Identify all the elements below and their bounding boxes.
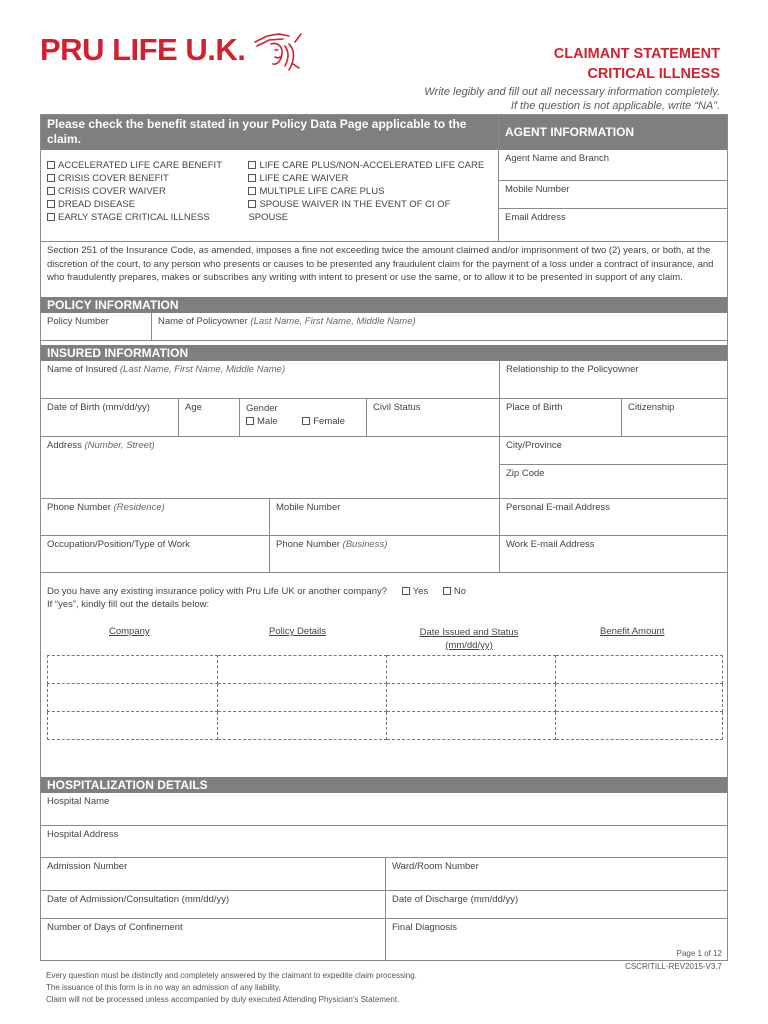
col-policy-details: Policy Details	[269, 626, 327, 637]
document-title	[554, 44, 720, 84]
agent-mobile-field[interactable]: Mobile Number	[499, 181, 727, 209]
checkbox[interactable]	[302, 417, 310, 425]
instruction-line-2: If the question is not applicable, write “NA”.	[510, 100, 720, 112]
phone-business-field[interactable]: Phone Number (Business)	[270, 536, 500, 573]
dob-field[interactable]: Date of Birth (mm/dd/yy)	[41, 399, 179, 437]
mobile-field[interactable]: Mobile Number	[270, 499, 500, 536]
gender-female-option[interactable]: Female	[302, 416, 345, 427]
work-email-field[interactable]: Work E-mail Address	[500, 536, 727, 573]
checkbox[interactable]	[248, 161, 256, 169]
zip-field[interactable]: Zip Code	[500, 465, 727, 499]
col-benefit-amount: Benefit Amount	[600, 626, 665, 637]
agent-heading: AGENT INFORMATION	[499, 115, 727, 150]
checkbox[interactable]	[47, 200, 55, 208]
britannia-logo-icon	[249, 28, 307, 72]
benefit-checklist	[41, 150, 498, 224]
ward-room-field[interactable]: Ward/Room Number	[386, 858, 727, 891]
personal-email-field[interactable]: Personal E-mail Address	[500, 499, 727, 536]
age-field[interactable]: Age	[179, 399, 240, 437]
agent-name-field[interactable]: Agent Name and Branch	[499, 150, 727, 181]
admission-date-field[interactable]: Date of Admission/Consultation (mm/dd/yy)	[41, 891, 386, 919]
policy-heading: POLICY INFORMATION	[41, 297, 727, 313]
checkbox[interactable]	[246, 417, 254, 425]
city-field[interactable]: City/Province	[500, 437, 727, 465]
checkbox[interactable]	[402, 587, 410, 595]
existing-insurance-section	[41, 573, 727, 777]
agent-information	[499, 115, 727, 241]
table-row	[48, 684, 723, 712]
confinement-days-field[interactable]: Number of Days of Confinement	[41, 919, 386, 960]
fraud-notice: Section 251 of the Insurance Code, as amended, imposes a fine not exceeding twice the amount claimed and/or imprisonment of two (2) years, or both, at the discretion of the court, to any person who presents or causes to be presented any fraudulent claim for the payment of a loss under a contract of insurance, and who fraudulently prepares, makes or subscribes any writing with intent to present or use the same, or to allow it to be presented in support of any claim.	[41, 241, 727, 297]
checkbox[interactable]	[47, 161, 55, 169]
checkbox[interactable]	[47, 174, 55, 182]
insured-name-field[interactable]: Name of Insured (Last Name, First Name, Middle Name)	[41, 361, 500, 399]
instruction-line-1: Write legibly and fill out all necessary information completely.	[424, 86, 720, 98]
existing-policy-table	[47, 655, 723, 740]
address-field[interactable]: Address (Number, Street)	[41, 437, 500, 499]
policy-number-field[interactable]: Policy Number	[41, 313, 152, 341]
benefit-option[interactable]: SPOUSE WAIVER IN THE EVENT OF CI OF SPOUSE	[248, 199, 451, 223]
benefit-option[interactable]: MULTIPLE LIFE CARE PLUS	[248, 185, 492, 198]
claim-form	[40, 114, 728, 961]
benefit-option[interactable]: LIFE CARE WAIVER	[248, 172, 492, 185]
table-row	[48, 656, 723, 684]
final-diagnosis-field[interactable]: Final Diagnosis	[392, 922, 457, 933]
table-row	[48, 712, 723, 740]
title-line-2: CRITICAL ILLNESS	[587, 66, 720, 82]
checkbox[interactable]	[443, 587, 451, 595]
hospital-name-field[interactable]: Hospital Name	[41, 793, 727, 826]
place-of-birth-field[interactable]: Place of Birth	[500, 399, 622, 437]
page-header	[40, 22, 728, 114]
gender-male-option[interactable]: Male	[246, 416, 278, 427]
brand-logo	[40, 28, 307, 72]
footer-note: Every question must be distinctly and completely answered by the claimant to expedite claim processing.	[46, 971, 417, 980]
agent-email-field[interactable]: Email Address	[505, 212, 566, 223]
benefit-option[interactable]: CRISIS COVER WAIVER	[47, 185, 248, 198]
civil-status-field[interactable]: Civil Status	[367, 399, 500, 437]
page-number: Page 1 of 12	[676, 949, 722, 958]
page-footer-info	[625, 947, 722, 973]
citizenship-field[interactable]: Citizenship	[622, 399, 727, 437]
form-code: CSCRITILL-REV2015-V3.7	[625, 962, 722, 971]
benefit-option[interactable]: ACCELERATED LIFE CARE BENEFIT	[47, 159, 248, 172]
col-date-issued: Date Issued and Status (mm/dd/yy)	[419, 627, 519, 651]
benefit-option[interactable]: DREAD DISEASE	[47, 198, 248, 211]
footer-note: Claim will not be processed unless accompanied by duly executed Attending Physician's Statement.	[46, 995, 400, 1004]
existing-followup: If “yes”, kindly fill out the details below:	[47, 599, 210, 610]
checkbox[interactable]	[47, 213, 55, 221]
hospital-address-field[interactable]: Hospital Address	[41, 826, 727, 858]
benefit-option[interactable]: LIFE CARE PLUS/NON-ACCELERATED LIFE CARE	[248, 159, 492, 172]
instructions	[424, 85, 720, 113]
occupation-field[interactable]: Occupation/Position/Type of Work	[41, 536, 270, 573]
checkbox[interactable]	[248, 174, 256, 182]
checkbox[interactable]	[248, 200, 256, 208]
benefit-option[interactable]: CRISIS COVER BENEFIT	[47, 172, 248, 185]
discharge-date-field[interactable]: Date of Discharge (mm/dd/yy)	[386, 891, 727, 919]
existing-yes-option[interactable]: Yes	[402, 586, 429, 597]
policyowner-name-field[interactable]: Name of Policyowner (Last Name, First Name, Middle Name)	[152, 313, 727, 341]
checkbox[interactable]	[47, 187, 55, 195]
logo-text: PRU LIFE U.K.	[40, 32, 246, 67]
insured-heading: INSURED INFORMATION	[41, 345, 727, 361]
hospital-heading: HOSPITALIZATION DETAILS	[41, 777, 727, 793]
relationship-field[interactable]: Relationship to the Policyowner	[500, 361, 727, 399]
footer-note: The issuance of this form is in no way an admission of any liability.	[46, 983, 281, 992]
admission-number-field[interactable]: Admission Number	[41, 858, 386, 891]
col-company: Company	[109, 626, 150, 637]
benefit-option[interactable]: EARLY STAGE CRITICAL ILLNESS	[47, 211, 248, 224]
footer-notes	[46, 970, 417, 1006]
title-line-1: CLAIMANT STATEMENT	[553, 46, 720, 62]
existing-no-option[interactable]: No	[443, 586, 466, 597]
gender-field: Gender Male Female	[240, 399, 367, 437]
existing-policy-question: Do you have any existing insurance policy with Pru Life UK or another company?	[47, 586, 388, 597]
phone-residence-field[interactable]: Phone Number (Residence)	[41, 499, 270, 536]
checkbox[interactable]	[248, 187, 256, 195]
benefits-heading: Please check the benefit stated in your Policy Data Page applicable to the claim.	[41, 115, 498, 150]
